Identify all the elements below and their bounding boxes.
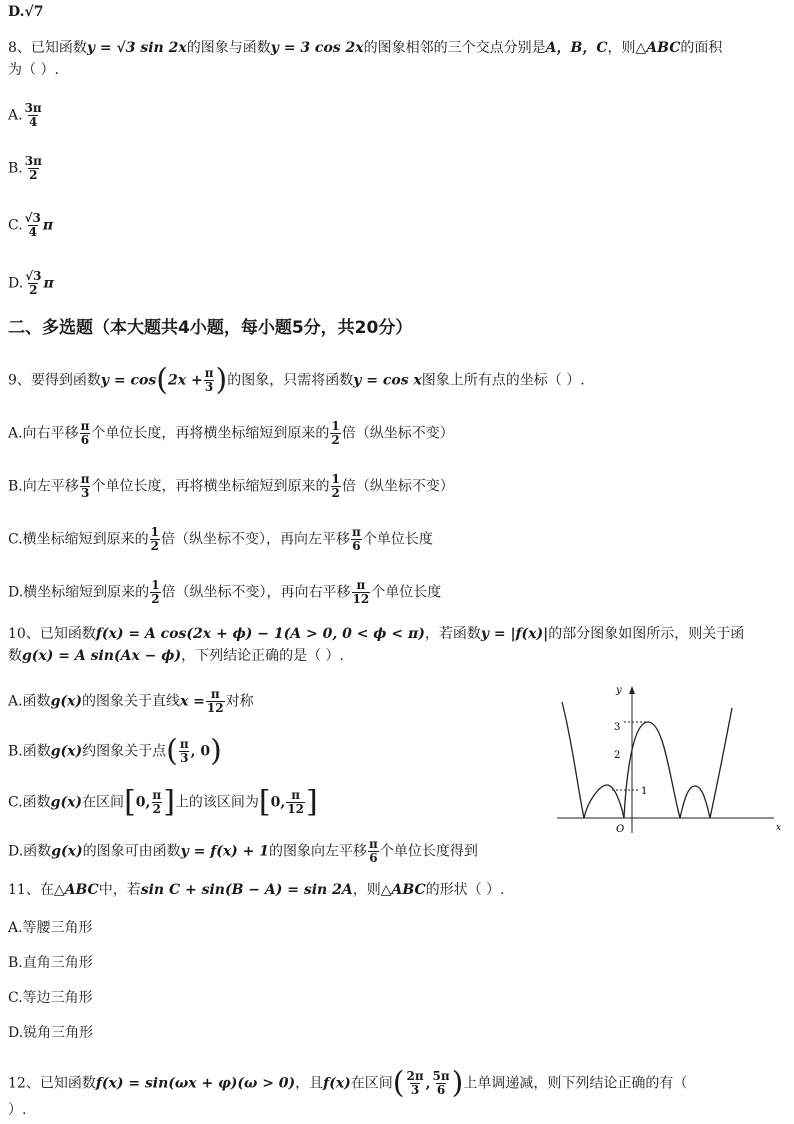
q8-option-a <box>8 102 44 129</box>
q10-stem-text: ，下列结论正确的是（ ）. <box>181 648 344 664</box>
fraction <box>204 367 215 394</box>
q11-formula: sin C + sin(B − A) = sin 2A <box>140 882 353 898</box>
q10-stem-cont <box>8 646 344 666</box>
fraction-den: 3 <box>180 751 189 765</box>
option-text: 倍（纵坐标不变），再向左平移 <box>161 531 351 548</box>
q11-stem-text: 的形状（ ）. <box>425 882 505 898</box>
fraction-den: 6 <box>436 1083 446 1097</box>
fraction-num: π <box>369 837 378 851</box>
fraction-num: √3 <box>25 269 42 283</box>
paren-left: ( <box>156 362 168 398</box>
q10-formula-2: y = |f(x)| <box>480 626 549 642</box>
q9-option-c <box>8 526 433 553</box>
fraction-num: 1 <box>151 578 160 592</box>
q11-triangle: ABC <box>391 882 426 898</box>
fraction-num: 1 <box>331 472 340 486</box>
bracket-left: [ <box>258 784 271 820</box>
tick-label-3: 3 <box>614 722 621 733</box>
q10-graph <box>552 680 787 838</box>
option-text: A.等腰三角形 <box>8 920 93 936</box>
fraction <box>80 473 91 500</box>
q10-stem-text: 数 <box>8 648 22 664</box>
fraction-num: √3 <box>24 211 41 225</box>
y-axis-label: y <box>616 685 622 696</box>
tick-label-2: 2 <box>614 750 621 761</box>
abs-f-curve <box>562 702 732 818</box>
tick-label-1: 1 <box>641 786 648 797</box>
bracket-right: ] <box>163 784 175 820</box>
q10-formula-1: f(x) = A cos(2x + ϕ) − 1(A > 0, 0 < ϕ < π) <box>95 626 425 642</box>
option-text: C.横坐标缩短到原来的 <box>8 531 149 548</box>
q7-option-d <box>8 2 43 22</box>
q8-formula-1: y = √3 sin 2x <box>86 40 187 56</box>
option-text: 倍（纵坐标不变） <box>341 425 454 442</box>
q11-option-d <box>8 1023 93 1043</box>
option-text: 个单位长度，再将横坐标缩短到原来的 <box>91 478 330 495</box>
fraction-den: 2 <box>151 592 160 606</box>
fraction <box>151 789 162 816</box>
fraction-num: π <box>80 419 90 433</box>
fraction <box>80 420 91 447</box>
q10-stem-text: 的部分图象如图所示，则关于函 <box>548 626 745 642</box>
fraction-num: π <box>80 472 90 486</box>
comma: , <box>425 1075 431 1092</box>
q9-formula-2: y = cos x <box>353 372 422 389</box>
pi-symbol: π <box>42 217 54 234</box>
q12-formula: f(x) = sin(ωx + φ)(ω > 0) <box>95 1075 296 1092</box>
paren-right: ) <box>451 1065 464 1101</box>
fraction-den: 12 <box>352 592 370 606</box>
q8-points: A，B，C <box>545 40 608 56</box>
math-eq: x = <box>179 693 205 710</box>
section-title: 二、多选题（本大题共4小题，每小题5分，共20分） <box>8 318 413 338</box>
q9-formula-1: y = cos <box>100 372 157 389</box>
fraction <box>432 1070 451 1097</box>
math-text: , 0 <box>190 743 211 760</box>
q9-option-a <box>8 420 454 447</box>
q8-formula-2: y = 3 cos 2x <box>270 40 364 56</box>
fraction <box>24 102 43 129</box>
fraction <box>24 212 42 239</box>
option-text: 对称 <box>225 693 254 710</box>
q11-stem <box>8 880 505 900</box>
fraction <box>24 155 43 182</box>
fraction-den: 2 <box>331 433 340 447</box>
q8-option-b <box>8 155 44 182</box>
q10-option-d <box>8 838 478 865</box>
fraction-den: 6 <box>352 539 361 553</box>
q10-option-a <box>8 688 254 715</box>
option-text: D.锐角三角形 <box>8 1025 94 1041</box>
fraction-num: π <box>152 788 162 802</box>
q12-stem-text: 在区间 <box>350 1075 393 1092</box>
bracket-right: ] <box>305 784 318 820</box>
fraction <box>368 838 379 865</box>
bracket-left: [ <box>124 784 136 820</box>
fraction-den: 12 <box>287 802 304 816</box>
q11-stem-text: ，则△ <box>352 882 392 898</box>
fraction-den: 3 <box>80 486 90 500</box>
math-text: 0, <box>270 794 286 811</box>
q11-option-a <box>8 918 93 938</box>
paren-left: ( <box>166 733 178 769</box>
math-g: g(x) <box>51 843 83 860</box>
q12-stem-text: ）. <box>8 1102 27 1118</box>
fraction-num: π <box>204 366 214 380</box>
q8-stem-text: 8、已知函数 <box>8 40 87 56</box>
fraction-den: 6 <box>369 851 378 865</box>
option-text: 的图象关于直线 <box>81 693 180 710</box>
origin-label: O <box>616 824 625 835</box>
fraction-den: 3 <box>410 1083 420 1097</box>
q8-stem-text: 的图象相邻的三个交点分别是 <box>363 40 546 56</box>
q9-stem-text: 的图象，只需将函数 <box>227 372 354 389</box>
q8-stem-text: 为（ ）. <box>8 62 59 78</box>
option-text: 个单位长度，再将横坐标缩短到原来的 <box>91 425 330 442</box>
option-text: A.函数 <box>8 693 51 710</box>
option-text: 在区间 <box>82 794 125 811</box>
fraction <box>179 738 190 765</box>
fraction-num: 5π <box>432 1069 450 1083</box>
q10-option-c <box>8 784 318 820</box>
q10-stem-text: ，若函数 <box>424 626 481 642</box>
fraction-den: 2 <box>150 539 160 553</box>
fraction-num: π <box>356 578 366 592</box>
q10-formula-3: g(x) = A sin(Ax − ϕ) <box>22 648 182 664</box>
option-text: B.直角三角形 <box>8 955 93 971</box>
option-text: B.向左平移 <box>8 478 79 495</box>
q9-stem-text: 9、要得到函数 <box>8 372 101 389</box>
q11-stem-text: 中，若 <box>98 882 141 898</box>
option-label: B. <box>8 160 23 177</box>
q9-option-d <box>8 579 441 606</box>
option-text: 的图象向左平移 <box>269 843 368 860</box>
fraction-num: π <box>352 525 361 539</box>
q10-stem-text: 10、已知函数 <box>8 626 96 642</box>
fraction <box>351 526 362 553</box>
fraction-den: 2 <box>29 168 38 182</box>
option-text: 个单位长度 <box>371 584 442 601</box>
option-text: C.等边三角形 <box>8 990 93 1006</box>
fraction <box>406 1070 425 1097</box>
math-g: g(x) <box>50 693 82 710</box>
fraction-num: π <box>210 687 220 701</box>
fraction-den: 6 <box>80 433 90 447</box>
fraction-den: 4 <box>28 225 37 239</box>
option-text: 的图象可由函数 <box>82 843 181 860</box>
q9-stem-text: 图象上所有点的坐标（ ）. <box>421 372 585 389</box>
q11-option-b <box>8 953 93 973</box>
q7-option-d-text: D.√7 <box>8 4 44 20</box>
fraction-den: 3 <box>204 380 214 394</box>
q12-stem-text: 上单调递减，则下列结论正确的有（ <box>463 1075 688 1092</box>
x-axis-label: x <box>776 823 782 833</box>
option-label: A. <box>8 107 23 124</box>
option-text: 个单位长度 <box>362 531 433 548</box>
fraction-num: π <box>291 788 301 802</box>
q12-stem-text: ，且 <box>295 1075 324 1092</box>
option-text: 个单位长度得到 <box>379 843 478 860</box>
q8-stem-text: 的面积 <box>680 40 723 56</box>
math-g: g(x) <box>50 794 83 811</box>
option-text: 倍（纵坐标不变） <box>341 478 454 495</box>
q10-stem <box>8 624 744 644</box>
fraction <box>206 688 225 715</box>
option-text: D.横坐标缩短到原来的 <box>8 584 150 601</box>
math-text: 0, <box>135 794 151 811</box>
paren-right: ) <box>210 733 222 769</box>
q11-option-c <box>8 988 93 1008</box>
q12-formula-2: f(x) <box>323 1075 351 1092</box>
paren-right: ) <box>215 362 228 398</box>
math-g: g(x) <box>50 743 83 760</box>
q9-inner: 2x + <box>168 372 203 389</box>
section-heading <box>8 318 412 338</box>
option-text: C.函数 <box>8 794 51 811</box>
q8-stem-text: ，则△ <box>607 40 647 56</box>
q12-stem-cont <box>8 1100 26 1120</box>
option-text: 倍（纵坐标不变），再向右平移 <box>161 584 351 601</box>
fraction-den: 2 <box>152 802 161 816</box>
fraction-num: 1 <box>150 525 160 539</box>
paren-left: ( <box>392 1065 405 1101</box>
option-label: C. <box>8 217 23 234</box>
q11-stem-text: 11、在△ <box>8 882 65 898</box>
fraction-den: 2 <box>29 283 38 297</box>
fraction-num: 3π <box>24 154 42 168</box>
fraction <box>150 526 160 553</box>
fraction <box>352 579 371 606</box>
option-text: A.向右平移 <box>8 425 79 442</box>
q9-stem <box>8 362 585 398</box>
q8-stem <box>8 38 722 58</box>
q10-option-b <box>8 733 222 769</box>
fraction-num: π <box>179 737 189 751</box>
fraction <box>331 473 341 500</box>
fraction-den: 4 <box>28 115 38 129</box>
fraction-den: 12 <box>206 701 224 715</box>
math-eq: y = f(x) + 1 <box>180 843 270 860</box>
option-text: 上的该区间为 <box>174 794 259 811</box>
fraction-num: 1 <box>331 419 340 433</box>
q8-option-c <box>8 212 53 239</box>
pi-symbol: π <box>43 275 54 292</box>
fraction-num: 3π <box>24 101 42 115</box>
option-text: D.函数 <box>8 843 52 860</box>
q8-triangle: ABC <box>646 40 681 56</box>
fraction <box>150 579 160 606</box>
q12-stem <box>8 1065 688 1101</box>
fraction <box>330 420 340 447</box>
y-axis-arrow <box>629 686 635 694</box>
option-label: D. <box>8 275 24 292</box>
q8-stem-cont <box>8 60 59 80</box>
q8-option-d <box>8 270 54 297</box>
fraction-den: 2 <box>331 486 340 500</box>
option-text: 约图象关于点 <box>82 743 167 760</box>
fraction <box>24 270 42 297</box>
fraction-num: 2π <box>406 1069 424 1083</box>
fraction <box>286 789 305 816</box>
q8-stem-text: 的图象与函数 <box>186 40 271 56</box>
option-text: B.函数 <box>8 743 51 760</box>
q11-triangle: ABC <box>64 882 99 898</box>
q12-stem-text: 12、已知函数 <box>8 1075 96 1092</box>
q9-option-b <box>8 473 454 500</box>
